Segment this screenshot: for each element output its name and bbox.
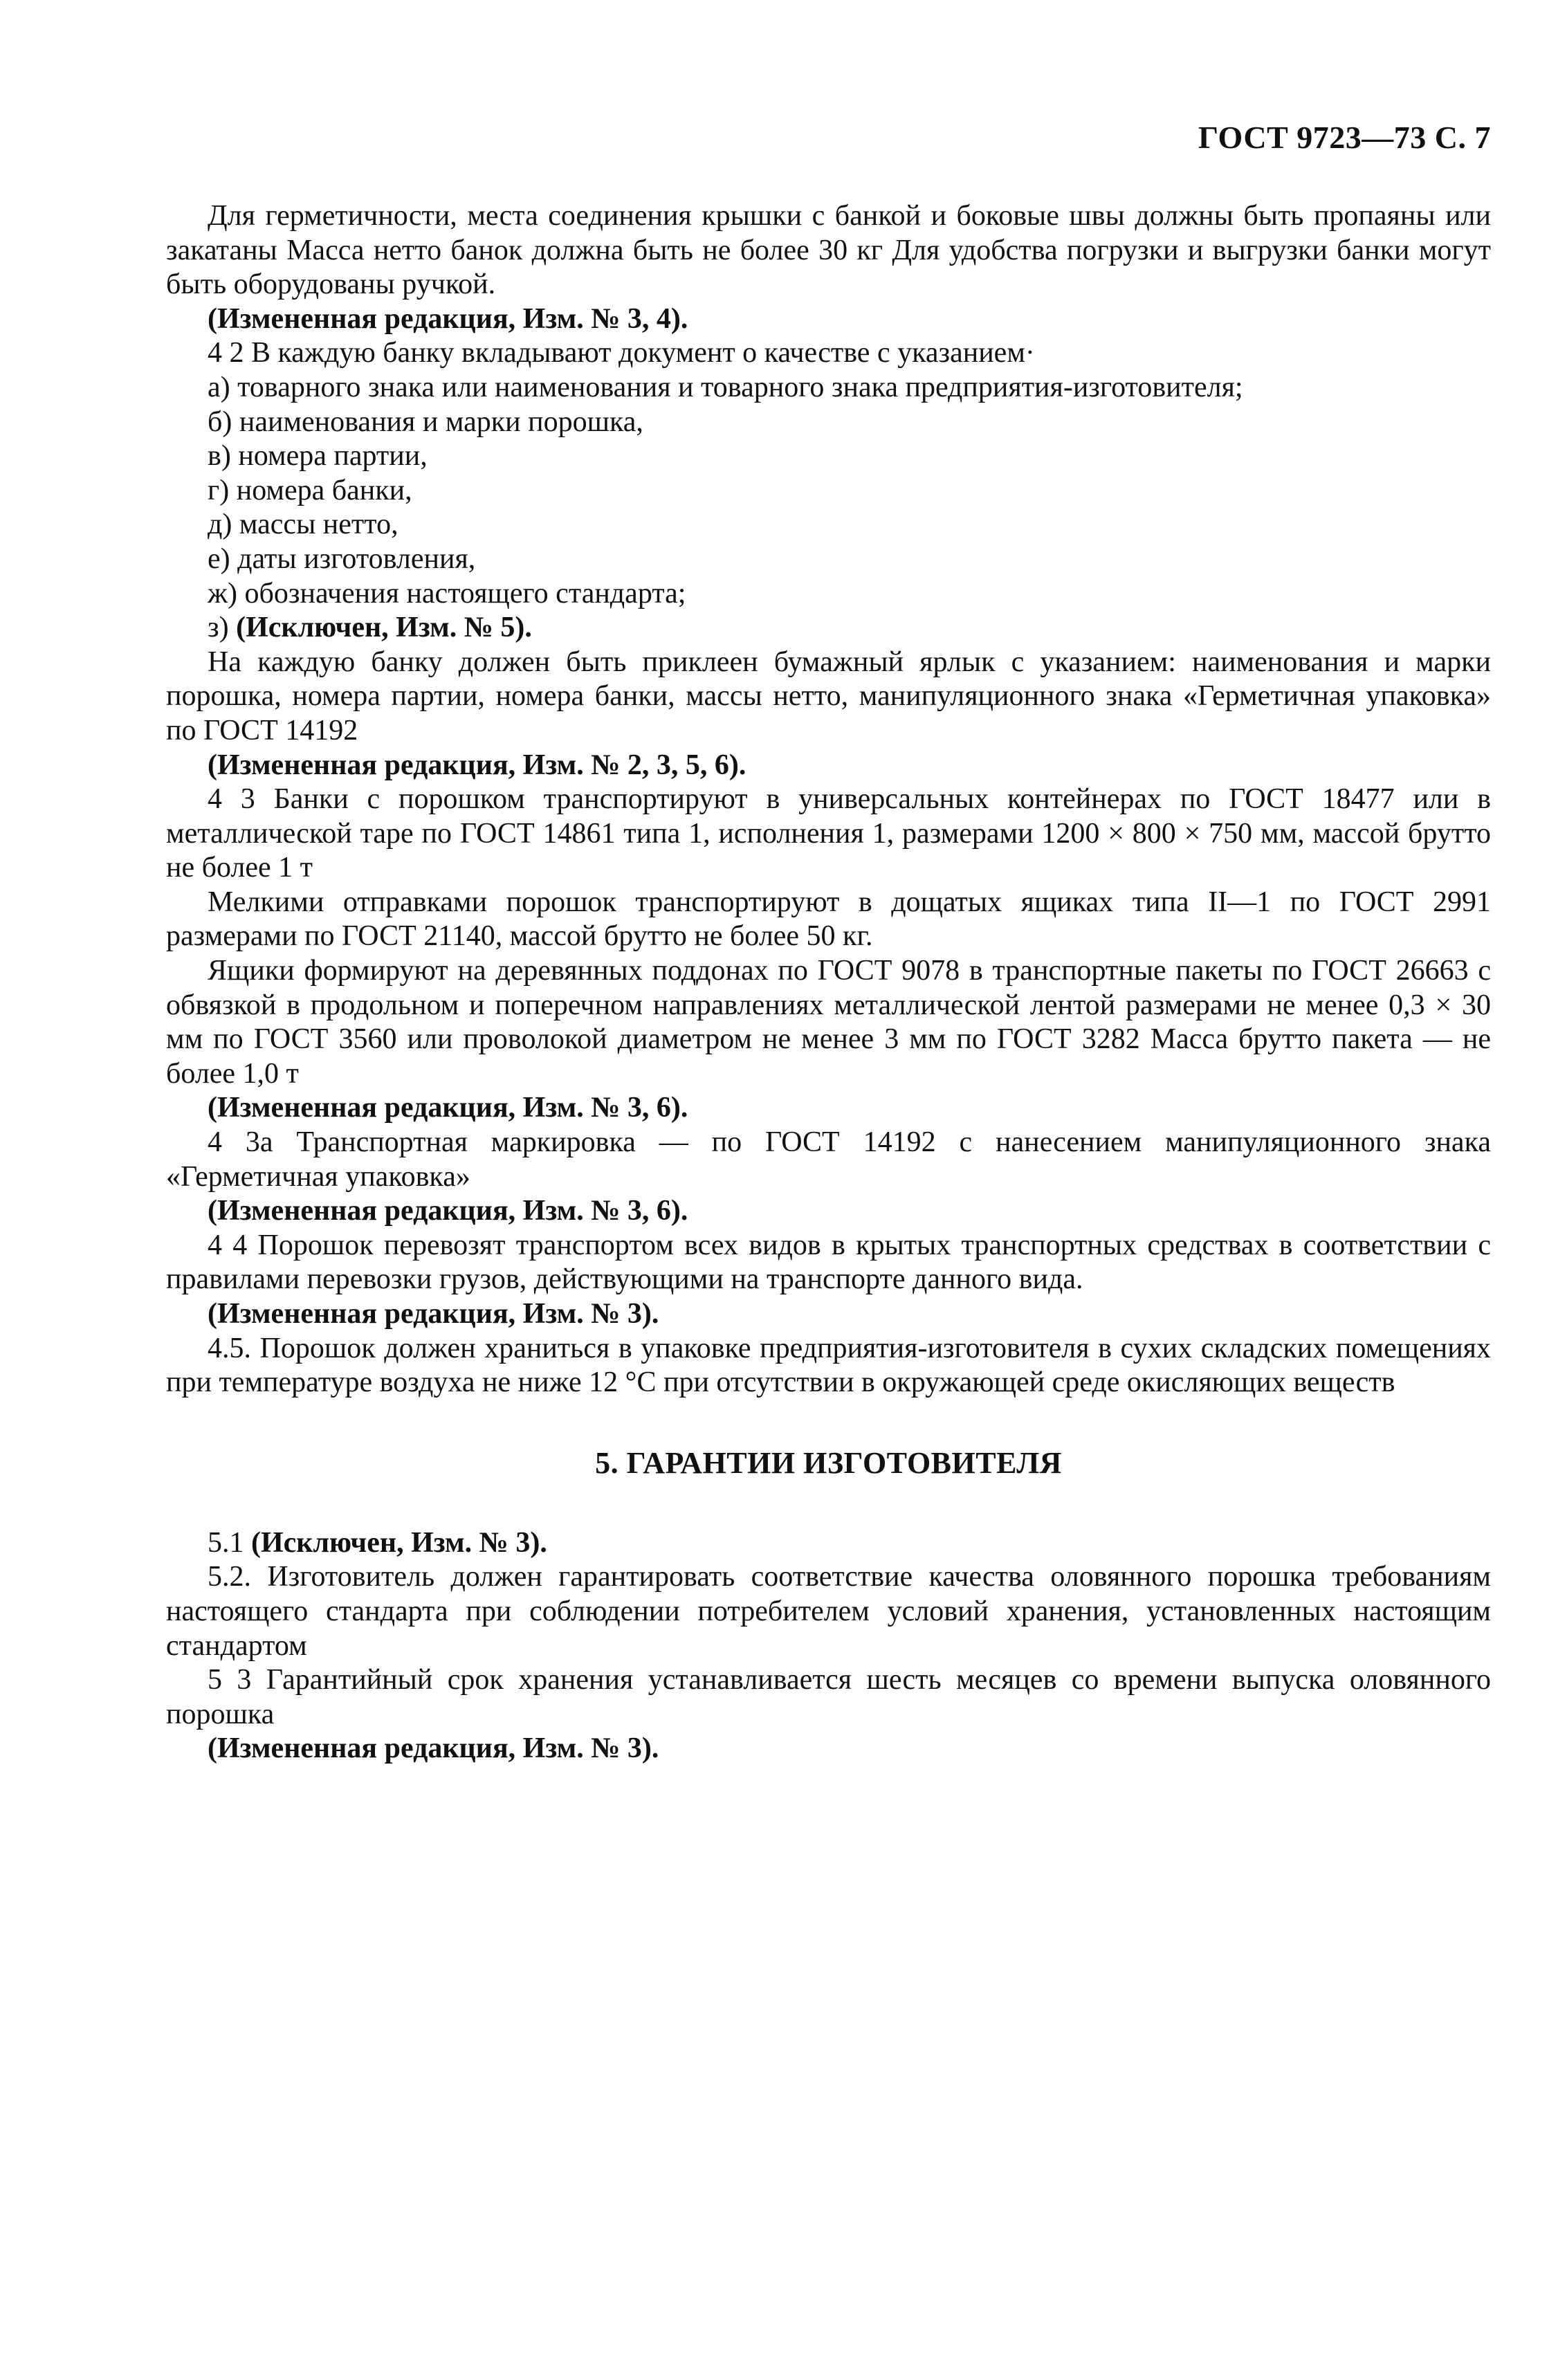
amendment-note: (Измененная редакция, Изм. № 3).: [208, 1298, 659, 1330]
list-item: е) даты изготовления,: [208, 542, 476, 575]
paragraph: 5 3 Гарантийный срок хранения устанавливается шесть месяцев со времени выпуска оловянного порошка: [166, 1664, 1491, 1730]
clause-number: 5.1: [208, 1526, 251, 1559]
paragraph: На каждую банку должен быть приклеен бумажный ярлык с указанием: наименования и марки порошка, номера партии, номера банки, массы нетто, манипуляционного знака «Герметичная упаковка» по ГОСТ 14192: [166, 646, 1491, 747]
paragraph: 4 4 Порошок перевозят транспортом всех видов в крытых транспортных средствах в соответствии с правилами перевозки грузов, действующими на транспорте данного вида.: [166, 1229, 1491, 1296]
paragraph: 4.5. Порошок должен храниться в упаковке предприятия-изготовителя в сухих складских помещениях при температуре воздуха не ниже 12 °С при отсутствии в окружающей среде окисляющих веществ: [166, 1332, 1491, 1399]
amendment-note: (Измененная редакция, Изм. № 3, 4).: [208, 302, 688, 335]
amendment-note: (Измененная редакция, Изм. № 3).: [208, 1732, 659, 1765]
list-item: а) товарного знака или наименования и товарного знака предприятия-изготовителя;: [208, 371, 1243, 403]
paragraph: 5.2. Изготовитель должен гарантировать соответствие качества оловянного порошка требованиям настоящего стандарта при соблюдении потребителем условий хранения, установленных настоящим стандартом: [166, 1561, 1491, 1662]
list-item: г) номера банки,: [208, 474, 412, 506]
paragraph: Мелкими отправками порошок транспортируют в дощатых ящиках типа II—1 по ГОСТ 2991 размерами по ГОСТ 21140, массой брутто не более 50 кг.: [166, 886, 1491, 953]
excluded-note: (Исключен, Изм. № 3).: [251, 1526, 547, 1559]
paragraph: 4 3 Банки с порошком транспортируют в универсальных контейнерах по ГОСТ 18477 или в металлической таре по ГОСТ 14861 типа 1, исполнения 1, размерами 1200 × 800 × 750 мм, массой брутто не более 1 т: [166, 783, 1491, 884]
list-item: ж) обозначения настоящего стандарта;: [208, 577, 686, 610]
list-item: [166, 611, 1491, 646]
paragraph: 4 3а Транспортная маркировка — по ГОСТ 14192 с нанесением манипуляционного знака «Герметичная упаковка»: [166, 1126, 1491, 1193]
paragraph: Ящики формируют на деревянных поддонах по ГОСТ 9078 в транспортные пакеты по ГОСТ 26663 с обвязкой в продольном и поперечном направлениях металлической лентой размерами не менее 0,3 × 30 мм по ГОСТ 3560 или проволокой диаметром не менее 3 мм по ГОСТ 3282 Масса брутто пакета — не более 1,0 т: [166, 955, 1491, 1090]
excluded-note: (Исключен, Изм. № 5).: [236, 612, 532, 644]
list-item: д) массы нетто,: [208, 509, 398, 541]
amendment-note: (Измененная редакция, Изм. № 3, 6).: [208, 1092, 688, 1124]
amendment-note: (Измененная редакция, Изм. № 3, 6).: [208, 1195, 688, 1227]
page-header: ГОСТ 9723—73 С. 7: [1198, 120, 1491, 155]
list-item: б) наименования и марки порошка,: [208, 405, 643, 438]
document-body: [166, 199, 1491, 1766]
paragraph: Для герметичности, места соединения крышки с банкой и боковые швы должны быть пропаяны или закатаны Масса нетто банок должна быть не более 30 кг Для удобства погрузки и выгрузки банки могут быть оборудованы ручкой.: [166, 200, 1491, 301]
section-title: 5. ГАРАНТИИ ИЗГОТОВИТЕЛЯ: [595, 1445, 1062, 1480]
list-item: в) номера партии,: [208, 440, 428, 473]
paragraph: [166, 1526, 1491, 1561]
paragraph: 4 2 В каждую банку вкладывают документ о качестве с указанием·: [208, 337, 1035, 369]
amendment-note: (Измененная редакция, Изм. № 2, 3, 5, 6).: [208, 749, 746, 781]
list-item-prefix: з): [208, 612, 237, 644]
